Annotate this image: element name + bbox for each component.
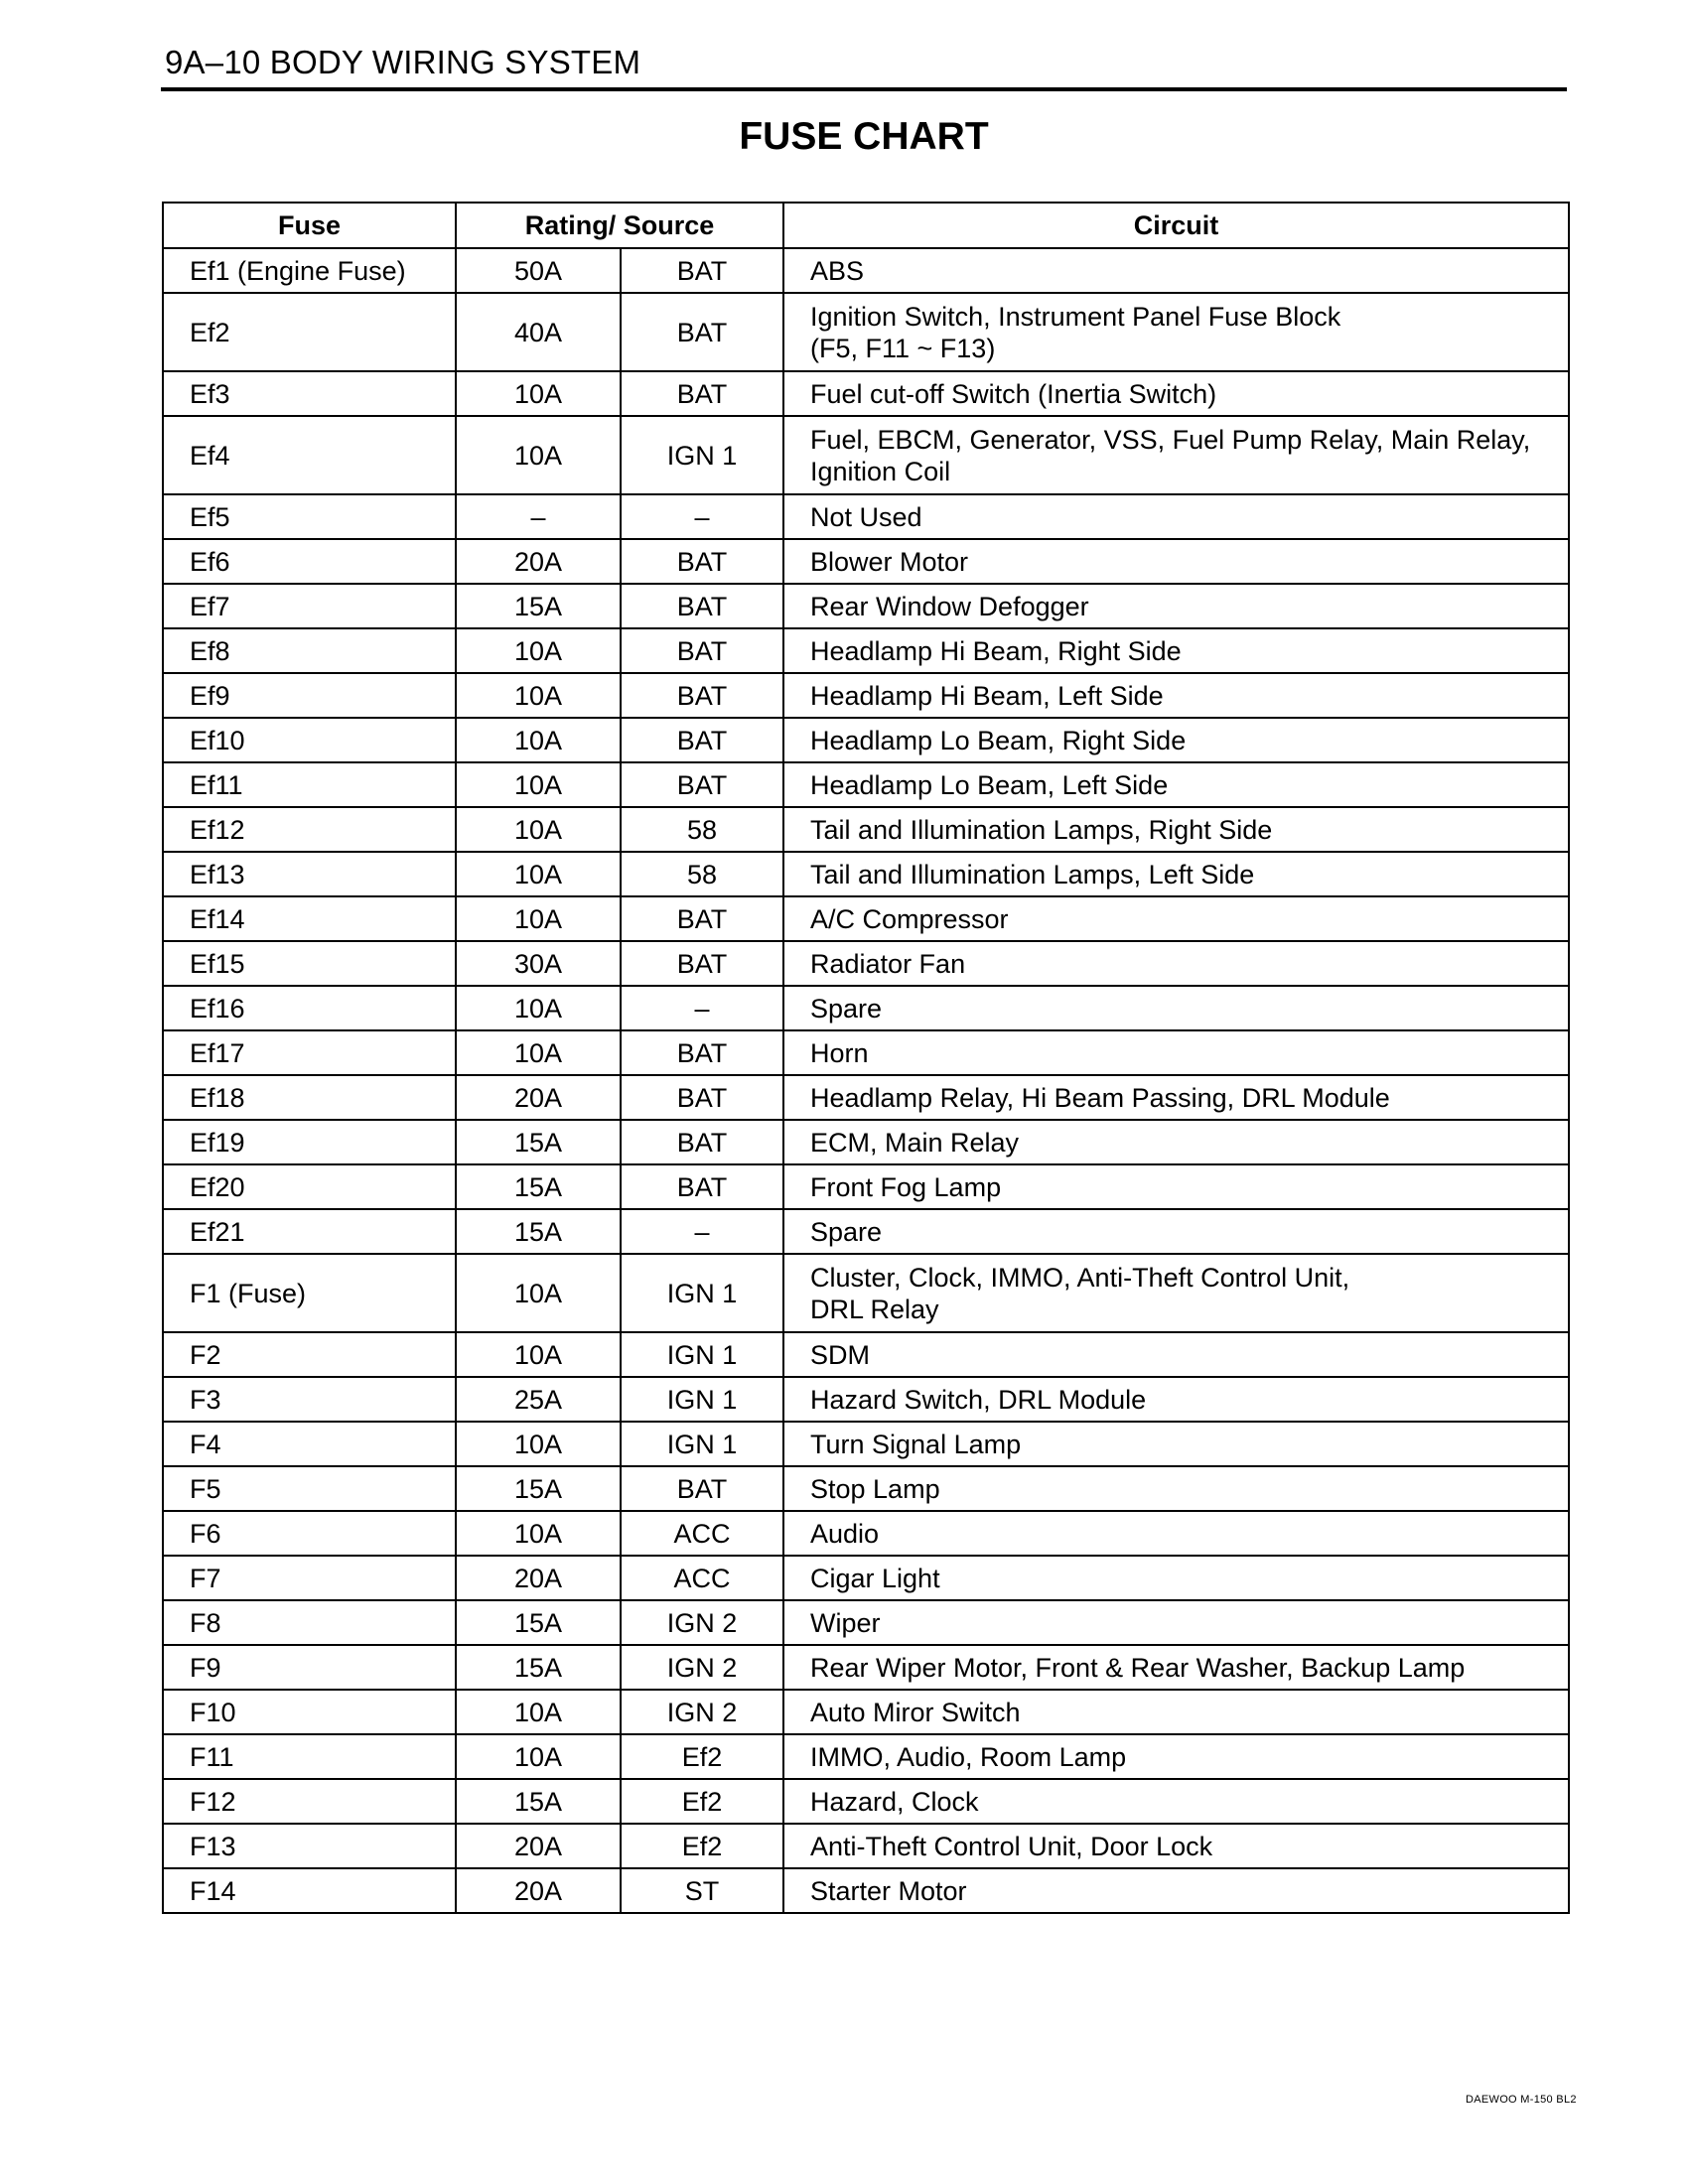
page-title: FUSE CHART (739, 115, 989, 158)
table-row (163, 1377, 1569, 1422)
cell-rating: 10A (456, 1030, 621, 1075)
cell-rating: 25A (456, 1377, 621, 1422)
cell-rating: – (456, 494, 621, 539)
cell-circuit: Audio (783, 1511, 1569, 1556)
cell-fuse: Ef21 (163, 1209, 456, 1254)
cell-circuit: Tail and Illumination Lamps, Right Side (783, 807, 1569, 852)
cell-fuse: F14 (163, 1868, 456, 1913)
cell-circuit: Hazard, Clock (783, 1779, 1569, 1824)
table-row (163, 539, 1569, 584)
cell-rating: 15A (456, 1164, 621, 1209)
cell-rating: 15A (456, 1466, 621, 1511)
cell-source: IGN 2 (621, 1600, 783, 1645)
cell-source: BAT (621, 1120, 783, 1164)
cell-fuse: Ef3 (163, 371, 456, 416)
cell-fuse: Ef15 (163, 941, 456, 986)
cell-source: BAT (621, 628, 783, 673)
cell-source: IGN 1 (621, 416, 783, 494)
table-row (163, 248, 1569, 293)
table-row (163, 1779, 1569, 1824)
cell-source: BAT (621, 1164, 783, 1209)
cell-circuit: Fuel cut-off Switch (Inertia Switch) (783, 371, 1569, 416)
table-header-row (163, 203, 1569, 248)
cell-source: BAT (621, 371, 783, 416)
cell-rating: 10A (456, 896, 621, 941)
cell-circuit: SDM (783, 1332, 1569, 1377)
cell-fuse: F8 (163, 1600, 456, 1645)
cell-rating: 20A (456, 1075, 621, 1120)
cell-rating: 40A (456, 293, 621, 371)
cell-rating: 10A (456, 1511, 621, 1556)
cell-source: – (621, 494, 783, 539)
table-row (163, 673, 1569, 718)
table-row (163, 293, 1569, 371)
cell-circuit: Headlamp Lo Beam, Left Side (783, 762, 1569, 807)
cell-fuse: Ef17 (163, 1030, 456, 1075)
cell-fuse: Ef11 (163, 762, 456, 807)
table-row (163, 986, 1569, 1030)
column-header-circuit: Circuit (783, 203, 1569, 248)
cell-fuse: Ef14 (163, 896, 456, 941)
table-row (163, 371, 1569, 416)
cell-source: Ef2 (621, 1734, 783, 1779)
table-row (163, 1332, 1569, 1377)
cell-source: 58 (621, 807, 783, 852)
cell-circuit: Rear Window Defogger (783, 584, 1569, 628)
cell-circuit: Anti-Theft Control Unit, Door Lock (783, 1824, 1569, 1868)
fuse-chart-table (162, 202, 1570, 1914)
cell-circuit: Fuel, EBCM, Generator, VSS, Fuel Pump Relay, Main Relay, Ignition Coil (783, 416, 1569, 494)
table-row (163, 416, 1569, 494)
cell-source: BAT (621, 248, 783, 293)
cell-rating: 15A (456, 1120, 621, 1164)
cell-source: 58 (621, 852, 783, 896)
cell-circuit: IMMO, Audio, Room Lamp (783, 1734, 1569, 1779)
table-row (163, 941, 1569, 986)
cell-fuse: Ef19 (163, 1120, 456, 1164)
cell-rating: 10A (456, 807, 621, 852)
cell-rating: 15A (456, 584, 621, 628)
cell-rating: 10A (456, 852, 621, 896)
table-row (163, 1030, 1569, 1075)
cell-circuit: Rear Wiper Motor, Front & Rear Washer, Backup Lamp (783, 1645, 1569, 1690)
cell-circuit: Radiator Fan (783, 941, 1569, 986)
cell-fuse: Ef5 (163, 494, 456, 539)
cell-fuse: Ef6 (163, 539, 456, 584)
table-row (163, 1422, 1569, 1466)
cell-source: BAT (621, 941, 783, 986)
cell-source: BAT (621, 293, 783, 371)
table-row (163, 1120, 1569, 1164)
cell-circuit: Tail and Illumination Lamps, Left Side (783, 852, 1569, 896)
column-header-fuse: Fuse (163, 203, 456, 248)
cell-source: IGN 2 (621, 1690, 783, 1734)
cell-fuse: F3 (163, 1377, 456, 1422)
table-row (163, 1466, 1569, 1511)
table-row (163, 584, 1569, 628)
cell-fuse: F12 (163, 1779, 456, 1824)
table-row (163, 1824, 1569, 1868)
cell-rating: 10A (456, 1690, 621, 1734)
cell-source: – (621, 1209, 783, 1254)
cell-circuit: Horn (783, 1030, 1569, 1075)
cell-fuse: Ef1 (Engine Fuse) (163, 248, 456, 293)
cell-fuse: F4 (163, 1422, 456, 1466)
cell-source: IGN 1 (621, 1254, 783, 1332)
cell-circuit: A/C Compressor (783, 896, 1569, 941)
cell-fuse: Ef9 (163, 673, 456, 718)
cell-source: BAT (621, 762, 783, 807)
cell-circuit: ECM, Main Relay (783, 1120, 1569, 1164)
table-row (163, 1868, 1569, 1913)
cell-rating: 10A (456, 673, 621, 718)
cell-circuit: Spare (783, 1209, 1569, 1254)
cell-fuse: Ef12 (163, 807, 456, 852)
cell-rating: 30A (456, 941, 621, 986)
table-row (163, 1600, 1569, 1645)
cell-circuit: Headlamp Lo Beam, Right Side (783, 718, 1569, 762)
cell-fuse: F2 (163, 1332, 456, 1377)
cell-rating: 20A (456, 1868, 621, 1913)
cell-source: BAT (621, 1466, 783, 1511)
cell-source: IGN 2 (621, 1645, 783, 1690)
table-row (163, 1556, 1569, 1600)
cell-source: BAT (621, 673, 783, 718)
cell-rating: 10A (456, 1734, 621, 1779)
cell-rating: 10A (456, 718, 621, 762)
cell-circuit: Turn Signal Lamp (783, 1422, 1569, 1466)
cell-circuit: Cluster, Clock, IMMO, Anti-Theft Control Unit, DRL Relay (783, 1254, 1569, 1332)
table-row (163, 628, 1569, 673)
section-header: 9A–10 BODY WIRING SYSTEM (165, 44, 641, 80)
cell-rating: 10A (456, 986, 621, 1030)
cell-fuse: Ef16 (163, 986, 456, 1030)
cell-rating: 10A (456, 1332, 621, 1377)
cell-rating: 20A (456, 539, 621, 584)
cell-source: IGN 1 (621, 1422, 783, 1466)
cell-rating: 10A (456, 371, 621, 416)
cell-fuse: F5 (163, 1466, 456, 1511)
cell-circuit: Blower Motor (783, 539, 1569, 584)
cell-fuse: Ef2 (163, 293, 456, 371)
cell-fuse: F6 (163, 1511, 456, 1556)
cell-source: BAT (621, 718, 783, 762)
cell-source: – (621, 986, 783, 1030)
cell-rating: 15A (456, 1600, 621, 1645)
table-row (163, 1645, 1569, 1690)
table-row (163, 1690, 1569, 1734)
cell-source: BAT (621, 1030, 783, 1075)
table-row (163, 852, 1569, 896)
cell-circuit: Ignition Switch, Instrument Panel Fuse Block (F5, F11 ~ F13) (783, 293, 1569, 371)
cell-fuse: F11 (163, 1734, 456, 1779)
cell-fuse: F13 (163, 1824, 456, 1868)
cell-source: IGN 1 (621, 1332, 783, 1377)
cell-fuse: Ef13 (163, 852, 456, 896)
cell-source: BAT (621, 896, 783, 941)
cell-circuit: Wiper (783, 1600, 1569, 1645)
cell-circuit: ABS (783, 248, 1569, 293)
cell-rating: 10A (456, 762, 621, 807)
header-rule (161, 87, 1567, 91)
cell-fuse: Ef4 (163, 416, 456, 494)
cell-circuit: Stop Lamp (783, 1466, 1569, 1511)
cell-fuse: F7 (163, 1556, 456, 1600)
table-row (163, 718, 1569, 762)
cell-fuse: F10 (163, 1690, 456, 1734)
cell-source: ACC (621, 1511, 783, 1556)
cell-fuse: F9 (163, 1645, 456, 1690)
table-row (163, 1209, 1569, 1254)
cell-rating: 20A (456, 1556, 621, 1600)
cell-rating: 10A (456, 628, 621, 673)
cell-fuse: Ef7 (163, 584, 456, 628)
cell-rating: 10A (456, 1422, 621, 1466)
column-header-rating-source: Rating/ Source (456, 203, 783, 248)
cell-rating: 20A (456, 1824, 621, 1868)
cell-circuit: Auto Miror Switch (783, 1690, 1569, 1734)
cell-circuit: Not Used (783, 494, 1569, 539)
cell-rating: 15A (456, 1779, 621, 1824)
cell-fuse: F1 (Fuse) (163, 1254, 456, 1332)
cell-circuit: Spare (783, 986, 1569, 1030)
cell-source: Ef2 (621, 1779, 783, 1824)
cell-fuse: Ef18 (163, 1075, 456, 1120)
table-row (163, 1164, 1569, 1209)
table-row (163, 896, 1569, 941)
cell-source: Ef2 (621, 1824, 783, 1868)
cell-source: ST (621, 1868, 783, 1913)
cell-source: BAT (621, 1075, 783, 1120)
cell-circuit: Front Fog Lamp (783, 1164, 1569, 1209)
document-code: DAEWOO M-150 BL2 (1466, 2094, 1577, 2106)
cell-circuit: Headlamp Hi Beam, Left Side (783, 673, 1569, 718)
cell-circuit: Hazard Switch, DRL Module (783, 1377, 1569, 1422)
cell-rating: 10A (456, 1254, 621, 1332)
table-row (163, 762, 1569, 807)
cell-circuit: Cigar Light (783, 1556, 1569, 1600)
cell-rating: 50A (456, 248, 621, 293)
table-row (163, 1734, 1569, 1779)
table-body (163, 248, 1569, 1913)
cell-rating: 15A (456, 1645, 621, 1690)
table-row (163, 1075, 1569, 1120)
cell-source: IGN 1 (621, 1377, 783, 1422)
table-row (163, 1511, 1569, 1556)
table-row (163, 807, 1569, 852)
cell-fuse: Ef8 (163, 628, 456, 673)
table-row (163, 494, 1569, 539)
cell-source: ACC (621, 1556, 783, 1600)
cell-circuit: Headlamp Hi Beam, Right Side (783, 628, 1569, 673)
table-row (163, 1254, 1569, 1332)
cell-circuit: Headlamp Relay, Hi Beam Passing, DRL Module (783, 1075, 1569, 1120)
cell-source: BAT (621, 584, 783, 628)
cell-rating: 10A (456, 416, 621, 494)
cell-source: BAT (621, 539, 783, 584)
cell-fuse: Ef10 (163, 718, 456, 762)
cell-circuit: Starter Motor (783, 1868, 1569, 1913)
cell-fuse: Ef20 (163, 1164, 456, 1209)
cell-rating: 15A (456, 1209, 621, 1254)
